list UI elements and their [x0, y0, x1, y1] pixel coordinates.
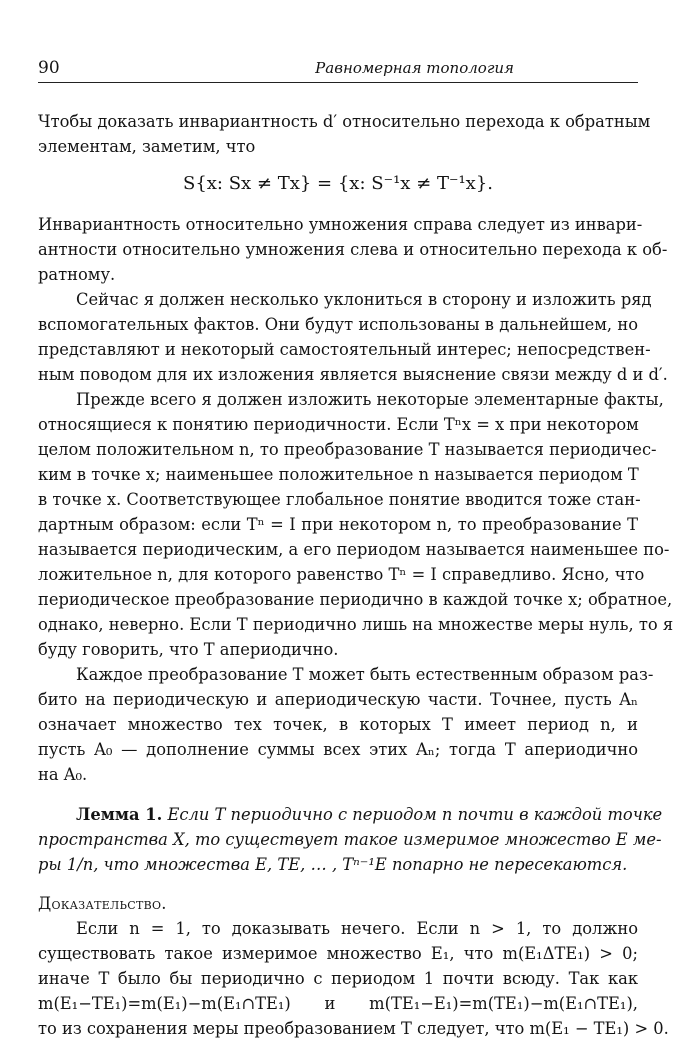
- page-number: 90: [38, 58, 60, 78]
- text-line: ким в точке x; наименьшее положительное n называется периодом T: [38, 465, 639, 484]
- text-line: бито на периодическую и апериодическую части. Точнее, пусть Aₙ: [38, 690, 638, 709]
- lemma-label: Лемма 1.: [76, 805, 163, 824]
- text-line: представляют и некоторый самостоятельный интерес; непосредствен-: [38, 340, 651, 359]
- proof-line: Если n = 1, то доказывать нечего. Если n > 1, то должно: [76, 919, 638, 938]
- text-line: Сейчас я должен несколько уклониться в сторону и изложить ряд: [76, 290, 652, 309]
- text-line: Прежде всего я должен изложить некоторые элементарные факты,: [76, 390, 664, 409]
- text-line: ложительное n, для которого равенство Tⁿ = I справедливо. Ясно, что: [38, 565, 645, 584]
- running-title: Равномерная топология: [315, 59, 514, 77]
- text-line: вспомогательных фактов. Они будут использованы в дальнейшем, но: [38, 315, 638, 334]
- text-line: ным поводом для их изложения является выяснение связи между d и d′.: [38, 365, 668, 384]
- page-body: [38, 109, 674, 1041]
- text-line: элементам, заметим, что: [38, 137, 256, 156]
- text-line: означает множество тех точек, в которых T имеет период n, и: [38, 715, 638, 734]
- proof-line: существовать такое измеримое множество E₁, что m(E₁ΔTE₁) > 0;: [38, 944, 638, 963]
- text-line: периодическое преобразование периодично в каждой точке x; обратное,: [38, 590, 673, 609]
- text-line: Чтобы доказать инвариантность d′ относительно перехода к обратным: [38, 112, 651, 131]
- running-header: [38, 58, 638, 83]
- text-line: называется периодическим, а его периодом называется наименьшее по-: [38, 540, 670, 559]
- text-line: на A₀.: [38, 765, 88, 784]
- text-line: антности относительно умножения слева и относительно перехода к об-: [38, 240, 668, 259]
- lemma-line: ры 1/n, что множества E, TE, … , Tⁿ⁻¹E попарно не пересекаются.: [38, 855, 628, 874]
- text-line: однако, неверно. Если T периодично лишь на множестве меры нуль, то я: [38, 615, 674, 634]
- text-line: дартным образом: если Tⁿ = I при некотором n, то преобразование T: [38, 515, 638, 534]
- lemma-line: пространства X, то существует такое измеримое множество E ме-: [38, 830, 662, 849]
- proof-line: то из сохранения меры преобразованием T следует, что m(E₁ − TE₁) > 0.: [38, 1019, 669, 1038]
- text-line: в точке x. Соответствующее глобальное понятие вводится тоже стан-: [38, 490, 641, 509]
- lemma-first-line: [38, 802, 663, 827]
- proof-label: Доказательство.: [38, 894, 167, 913]
- text-line: буду говорить, что T апериодично.: [38, 640, 339, 659]
- book-page: [38, 58, 674, 1041]
- text-line: Инвариантность относительно умножения справа следует из инвари-: [38, 215, 643, 234]
- text-line: относящиеся к понятию периодичности. Если Tⁿx = x при некотором: [38, 415, 639, 434]
- text-line: Каждое преобразование T может быть естественным образом раз-: [76, 665, 654, 684]
- lemma-block: [38, 802, 663, 877]
- proof-line: m(E₁−TE₁)=m(E₁)−m(E₁∩TE₁) и m(TE₁−E₁)=m(TE₁)−m(E₁∩TE₁),: [38, 994, 638, 1013]
- text-line: ратному.: [38, 265, 116, 284]
- text-line: пусть A₀ — дополнение суммы всех этих Aₙ; тогда T апериодично: [38, 740, 638, 759]
- proof-line: иначе T было бы периодично с периодом 1 почти всюду. Так как: [38, 969, 638, 988]
- display-formula: S{x: Sx ≠ Tx} = {x: S⁻¹x ≠ T⁻¹x}.: [182, 173, 494, 194]
- text-line: целом положительном n, то преобразование T называется периодичес-: [38, 440, 657, 459]
- lemma-text: Если T периодично с периодом n почти в каждой точке: [167, 805, 663, 824]
